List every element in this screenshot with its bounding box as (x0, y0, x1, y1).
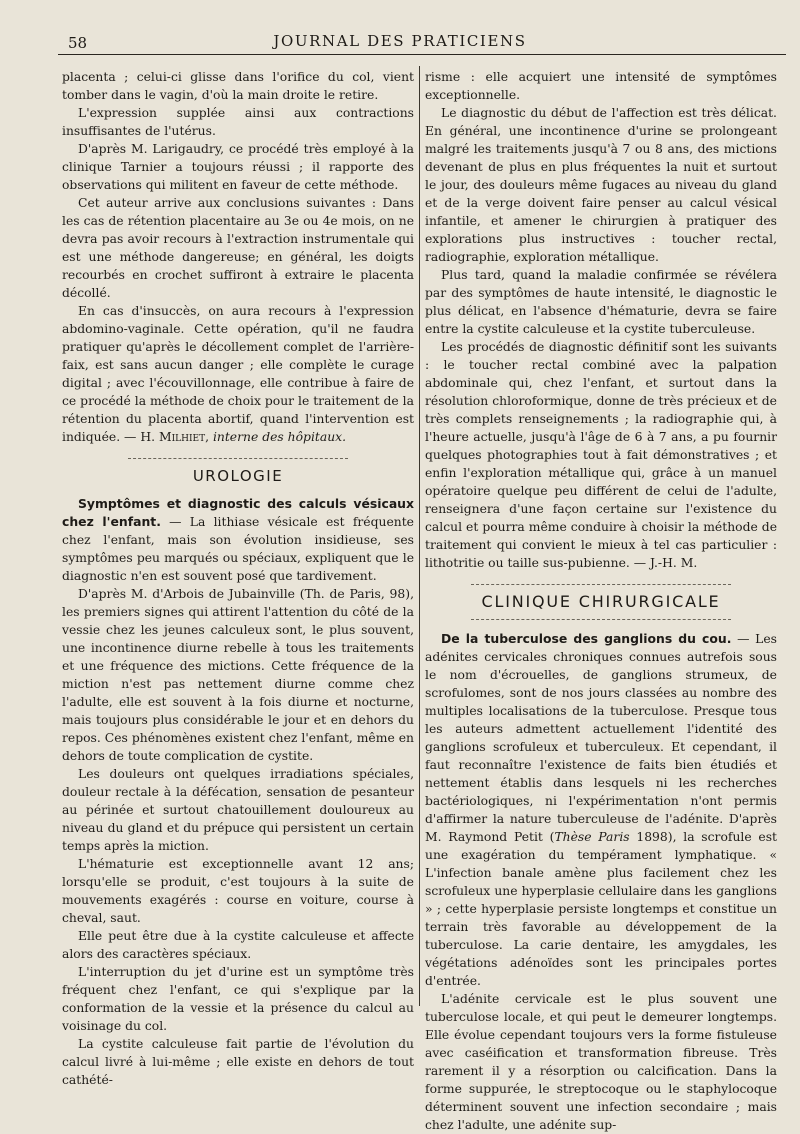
page-header (0, 28, 800, 58)
paragraph: Elle peut être due à la cystite calculeuse et affecte alors des caractères spéciaux. (62, 929, 414, 961)
paragraph: Les douleurs ont quelques irradiations spéciales, douleur rectale à la défécation, sensation de pesanteur au périnée et surtout chatouillement douloureux au niveau du gland et du prépuce qui persistent un certain temps après la miction. (62, 767, 414, 853)
section-rule (471, 584, 731, 585)
article-heading: De la tuberculose des ganglions du cou. (441, 631, 732, 646)
paragraph: L'expression supplée ainsi aux contractions insuffisantes de l'utérus. (62, 106, 414, 138)
column-divider (419, 66, 420, 1006)
paragraph (62, 302, 414, 446)
article-lead (62, 495, 414, 585)
paragraph: placenta ; celui-ci glisse dans l'orifice du col, vient tomber dans le vagin, d'où la main droite le retire. (62, 70, 414, 102)
paragraph-text: — La lithiase vésicale est fréquente chez l'enfant, mais son évolution insidieuse, ses symptômes peu marqués ou spéciaux, expliquent que le diagnostic n'en est souvent posé que tardivement. (62, 515, 414, 583)
right-column (425, 68, 777, 1134)
paragraph: D'après M. d'Arbois de Jubainville (Th. de Paris, 98), les premiers signes qui attirent l'attention du côté de la vessie chez les jeunes calculeux sont, le plus souvent, une incontinence diurne rebelle à tous les traitements et une fréquence des mictions. Cette fréquence de la miction n'est pas nettement diurne comme chez l'adulte, elle est souvent à la fois diurne et nocturne, mais toujours plus considérable le jour et en dehors du repos. Ces phénomènes existent chez l'enfant, même en dehors de toute complication de cystite. (62, 587, 414, 763)
author-role: interne des hôpitaux. (212, 430, 347, 444)
section-urologie (62, 458, 414, 485)
paragraph: La cystite calculeuse fait partie de l'évolution du calcul livré à lui-même ; elle existe en dehors de tout cathété- (62, 1037, 414, 1087)
paragraph: D'après M. Larigaudry, ce procédé très employé à la clinique Tarnier a toujours réussi ; il rapporte des observations qui militent en faveur de cette méthode. (62, 142, 414, 192)
section-title: UROLOGIE (192, 467, 284, 485)
section-clinique-chirurgicale (425, 584, 777, 620)
paragraph: Cet auteur arrive aux conclusions suivantes : Dans les cas de rétention placentaire au 3e ou 4e mois, on ne devra pas avoir recours à l'extraction instrumentale qui est une méthode dangereuse; en général, les doigts recourbés en crochet suffiront à extraire le placenta décollé. (62, 196, 414, 300)
paragraph: Le diagnostic du début de l'affection est très délicat. En général, une incontinence d'urine se prolongeant malgré les traitements jusqu'à 7 ou 8 ans, des mictions devenant de plus en plus fréquentes la nuit et surtout le jour, des douleurs même fugaces au niveau du gland et de la verge doivent faire penser au calcul vésical infantile, et amener le chirurgien à pratiquer des explorations plus instructives : toucher rectal, radiographie, exploration métallique. (425, 106, 777, 264)
journal-title: JOURNAL DES PRATICIENS (273, 32, 527, 50)
paragraph-text: — Les adénites cervicales chroniques connues autrefois sous le nom d'écrouelles, de ganglions strumeux, de scrofulomes, sont de nos jours classées au nombre des multiples localisations de la tuberculose. Presque tous les auteurs admettent actuellement l'identité des ganglions scrofuleux et tuberculeux. Et cependant, il faut reconnaître l'existence de faits bien étudiés et nettement établis dans lesquels ni les recherches bactériologiques, ni l'expérimentation n'ont permis d'affirmer la nature tuberculeuse de l'adénite. D'après M. Raymond Petit ( (425, 632, 777, 844)
section-title: CLINIQUE CHIRURGICALE (481, 592, 721, 611)
paragraph: L'interruption du jet d'urine est un symptôme très fréquent chez l'enfant, ce qui s'explique par la conformation de la vessie et la présence du calcul au voisinage du col. (62, 965, 414, 1033)
header-rule (58, 54, 786, 55)
left-column (62, 68, 414, 1089)
paragraph-text: 1898), la scrofule est une exagération du tempérament lymphatique. « L'infection banale amène plus facilement chez les scrofuleux une hyperplasie cellulaire dans les ganglions » ; cette hyperplasie persiste longtemps et constitue un terrain très favorable au développement de la tuberculose. La carie dentaire, les amygdales, les végétations adénoïdes sont les principales portes d'entrée. (425, 830, 777, 988)
paragraph: Les procédés de diagnostic définitif sont les suivants : le toucher rectal combiné avec la palpation abdominale qui, chez l'enfant, et surtout dans la résolution chloroformique, donne de très précieux et de très complets renseignements ; la radiographie qui, à l'heure actuelle, jusqu'à l'âge de 6 à 7 ans, a pu fournir quelques photographies tout à fait démonstratives ; et enfin l'exploration métallique qui, grâce à un manuel opératoire quelque peu différent de celui de l'adulte, renseignera d'une façon certaine sur l'existence du calcul et pourra même conduire à choisir la méthode de traitement qui convient le mieux à tel cas particulier : lithotritie ou taille sus-pubienne. — J.-H. M. (425, 340, 777, 570)
paragraph-text: En cas d'insuccès, on aura recours à l'expression abdomino-vaginale. Cette opération, qu'il ne faudra pratiquer qu'après le décollement complet de l'arrière-faix, est sans aucun danger ; elle complète le curage digital ; avec l'écouvillonnage, elle contribue à faire de ce procédé la méthode de choix pour le traitement de la rétention du placenta abortif, quand l'intervention est indiquée. — H. (62, 304, 414, 444)
section-rule (128, 458, 348, 459)
section-rule (471, 619, 731, 620)
paragraph: Plus tard, quand la maladie confirmée se révélera par des symptômes de haute intensité, le diagnostic le plus délicat, en l'absence d'hématurie, devra se faire entre la cystite calculeuse et la cystite tuberculeuse. (425, 268, 777, 336)
paragraph: risme : elle acquiert une intensité de symptômes exceptionnelle. (425, 70, 777, 102)
article-heading: Symptômes et diagnostic des calculs vésicaux chez l'enfant. (62, 496, 414, 529)
page-number: 58 (68, 34, 88, 52)
citation: Thèse Paris (554, 830, 630, 844)
paragraph: L'hématurie est exceptionnelle avant 12 ans; lorsqu'elle se produit, c'est toujours à la suite de mouvements exagérés : course en voiture, course à cheval, saut. (62, 857, 414, 925)
author-name: Milhiet, (158, 430, 210, 444)
article-lead (425, 630, 777, 990)
paragraph: L'adénite cervicale est le plus souvent une tuberculose locale, et qui peut le demeurer longtemps. Elle évolue cependant toujours vers la forme fistuleuse avec caséification et transformation fibreuse. Très rarement il y a résorption ou calcification. Dans la forme suppurée, le streptocoque ou le staphylocoque déterminent souvent une infection secondaire ; mais chez l'adulte, une adénite sup- (425, 992, 777, 1132)
